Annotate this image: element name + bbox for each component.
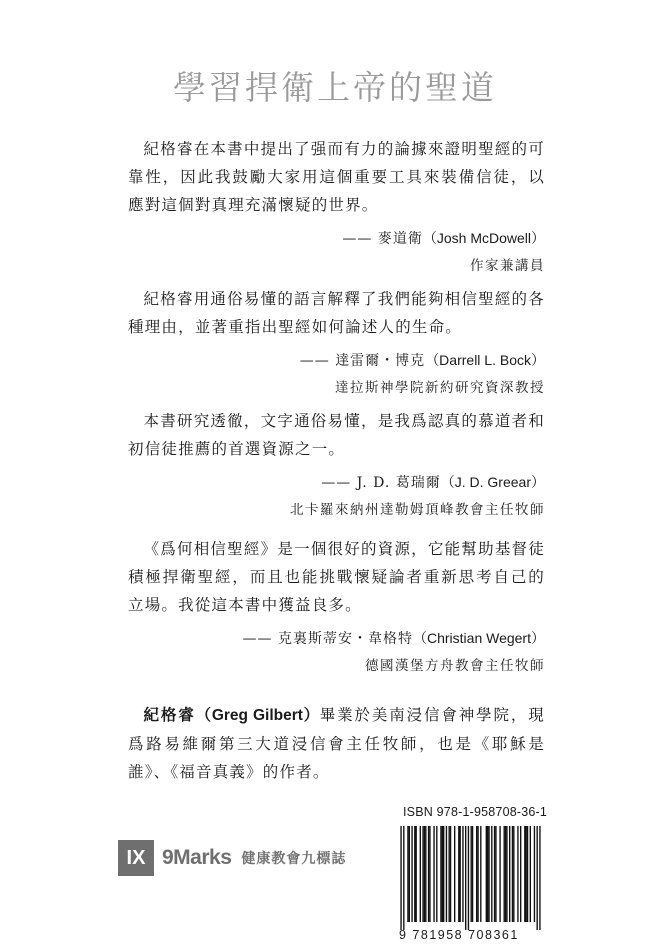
author-name-en: （Greg Gilbert） <box>195 707 320 724</box>
endorser-name-zh: 麥道衛 <box>377 231 423 247</box>
author-bio <box>128 701 545 786</box>
barcode-icon <box>399 826 542 930</box>
endorsement-quote: 紀格睿在本書中提出了强而有力的論據來證明聖經的可靠性，因此我鼓勵大家用這個重要工具來裝備信徒，以應對這個對真理充滿懷疑的世界。 <box>128 140 545 214</box>
isbn-barcode-block <box>399 804 548 942</box>
endorser-name-zh: 達雷爾・博克 <box>335 353 426 369</box>
endorser-role: 德國漢堡方舟教會主任牧師 <box>365 658 545 674</box>
endorsement-quote: 《爲何相信聖經》是一個很好的資源，它能幫助基督徒積極捍衛聖經，而且也能挑戰懷疑論者重新思考自己的立場。我從這本書中獲益良多。 <box>128 540 545 614</box>
endorser-name-zh: 克裏斯蒂安・韋格特 <box>277 631 413 647</box>
endorser-name-zh: J. D. 葛瑞爾 <box>356 475 441 491</box>
endorsement-attribution <box>128 227 545 250</box>
publisher-name: 9Marks <box>162 846 232 869</box>
attribution-dash: —— <box>342 231 373 247</box>
endorser-name-en: （Darrell L. Bock） <box>425 352 545 368</box>
author-bio-text: 畢業於美南浸信會神學院，現爲路易維爾第三大道浸信會主任牧師，也是《耶穌是誰》、《福音真義》的作者。 <box>128 706 545 781</box>
endorsement-quote: 紀格睿用通俗易懂的語言解釋了我們能夠相信聖經的各種理由，並著重指出聖經如何論述人的生命。 <box>128 290 545 336</box>
isbn-label: ISBN 978-1-958708-36-1 <box>403 805 548 819</box>
attribution-dash: —— <box>299 353 330 369</box>
publisher-logo <box>118 840 346 876</box>
endorser-name-en: （Christian Wegert） <box>412 630 545 646</box>
attribution-dash: —— <box>242 631 273 647</box>
barcode-digits: 9 781958 708361 <box>399 928 519 942</box>
endorsement-4 <box>128 535 545 677</box>
endorsement-2 <box>128 285 545 399</box>
publisher-mark-icon: IX <box>118 840 154 876</box>
endorsement-quote: 本書研究透徹，文字通俗易懂，是我爲認真的慕道者和初信徒推薦的首選資源之一。 <box>128 412 545 458</box>
endorsement-3 <box>128 407 545 521</box>
endorser-role: 作家兼講員 <box>470 258 545 274</box>
attribution-dash: —— <box>321 475 352 491</box>
endorsement-1 <box>128 135 545 277</box>
endorser-role: 北卡羅來納州達勒姆頂峰教會主任牧師 <box>290 502 545 518</box>
endorser-name-en: （J. D. Greear） <box>440 474 545 490</box>
endorsement-attribution <box>128 471 545 494</box>
endorser-role: 達拉斯神學院新約研究資深教授 <box>335 380 545 396</box>
publisher-subtitle: 健康教會九標誌 <box>241 851 347 867</box>
endorser-name-en: （Josh McDowell） <box>422 230 545 246</box>
endorsement-attribution <box>128 349 545 372</box>
endorsement-attribution <box>128 627 545 650</box>
page-title: 學習捍衛上帝的聖道 <box>173 68 497 107</box>
author-name-zh: 紀格睿 <box>143 706 196 724</box>
